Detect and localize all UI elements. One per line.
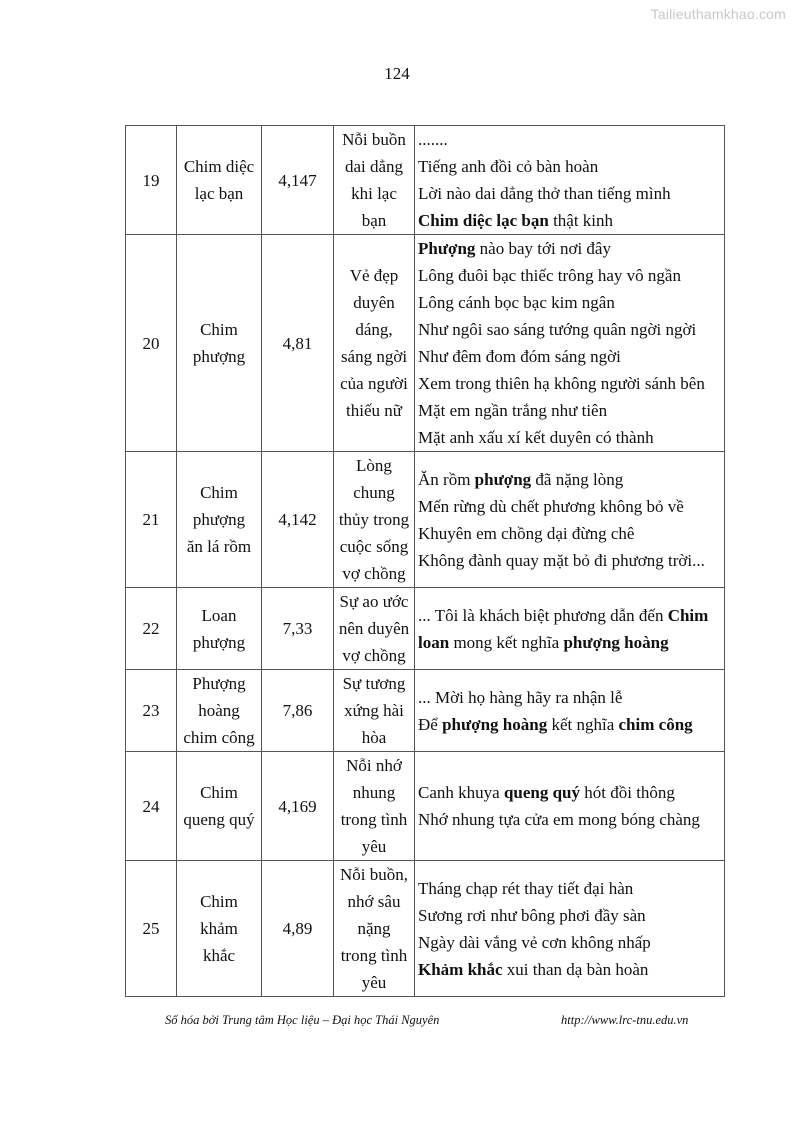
meaning-line: vợ chồng: [342, 564, 406, 583]
folk-verse: [415, 126, 725, 235]
meaning-line: thủy trong: [338, 510, 410, 529]
meaning-line: hòa: [361, 728, 387, 747]
symbolic-meaning: [334, 861, 415, 997]
verse-text: Lông cánh bọc bạc kim ngân: [418, 293, 615, 312]
verse-line: [418, 629, 724, 656]
verse-text: Tiếng anh đồi cỏ bàn hoàn: [418, 157, 599, 176]
watermark-text: Tailieuthamkhao.com: [650, 6, 786, 22]
bird-name-line: queng quý: [183, 810, 255, 829]
bird-term-bold: Chim: [667, 605, 709, 625]
symbolic-meaning: [334, 588, 415, 670]
footer-source: Số hóa bởi Trung tâm Học liệu – Đại học Thái Nguyên: [165, 1013, 440, 1027]
verse-text: ... Tôi là khách biệt phương dẫn đến: [418, 605, 668, 625]
verse-text: Tháng chạp rét thay tiết đại hàn: [418, 878, 634, 898]
meaning-line: yêu: [361, 837, 387, 856]
verse-text: thật kinh: [548, 211, 614, 230]
verse-line: [418, 602, 724, 629]
folk-verse: [415, 670, 725, 752]
meaning-line: Sự ao ước: [339, 592, 409, 611]
bird-term-bold: chim công: [618, 714, 693, 734]
meaning-line: Sự tương: [342, 674, 406, 693]
folk-verse: [415, 588, 725, 670]
bird-term-bold: Khảm khắc: [418, 959, 503, 979]
bird-name-line: khảm: [200, 919, 238, 938]
frequency-value-text: 4,169: [278, 796, 317, 816]
verse-text: Lời nào dai dẳng thở than tiếng mình: [418, 184, 671, 203]
meaning-line: trong tình: [340, 946, 408, 965]
meaning-line: dáng,: [355, 320, 393, 339]
row-number: [126, 752, 177, 861]
row-number: [126, 126, 177, 235]
verse-text: nào bay tới nơi đây: [475, 239, 611, 258]
bird-term-bold: Phượng: [418, 239, 476, 258]
verse-line: [418, 493, 724, 520]
verse-text: Lông đuôi bạc thiếc trông hay vô ngần: [418, 266, 681, 285]
verse-text: xui than dạ bàn hoàn: [502, 959, 649, 979]
bird-name-line: phượng: [192, 510, 246, 529]
table-row: [126, 670, 725, 752]
verse-line: [418, 902, 724, 929]
meaning-line: duyên: [353, 293, 395, 312]
row-number-text: 19: [142, 170, 160, 190]
meaning-line: nhung: [352, 783, 396, 802]
verse-line: [418, 235, 724, 262]
verse-line: [418, 929, 724, 956]
row-number: [126, 235, 177, 452]
verse-text: Ăn rồm: [418, 469, 475, 489]
row-number: [126, 861, 177, 997]
meaning-line: nhớ sâu: [347, 892, 401, 911]
verse-text: kết nghĩa: [547, 714, 619, 734]
verse-text: Mặt anh xấu xí kết duyên có thành: [418, 428, 654, 447]
folk-verse: [415, 235, 725, 452]
meaning-line: Vẻ đẹp: [349, 266, 399, 285]
bird-name-line: phượng: [192, 347, 246, 366]
bird-name: [177, 670, 262, 752]
frequency-value-text: 7,86: [282, 701, 313, 720]
bird-name-line: Chim: [200, 892, 238, 911]
frequency-value-text: 4,89: [282, 919, 313, 938]
folk-verse: [415, 452, 725, 588]
meaning-line: yêu: [361, 973, 387, 992]
bird-name-line: lạc bạn: [194, 184, 244, 203]
bird-term-bold: phượng hoàng: [563, 632, 669, 652]
row-number: [126, 452, 177, 588]
verse-line: [418, 262, 724, 289]
verse-text: Ngày dài vắng vẻ cơn không nhấp: [418, 932, 651, 952]
row-number-text: 24: [142, 796, 160, 816]
verse-line: [418, 875, 724, 902]
verse-text: Sương rơi như bông phơi đầy sàn: [418, 905, 646, 925]
verse-line: [418, 370, 724, 397]
table-row: [126, 126, 725, 235]
verse-line: [418, 806, 724, 833]
bird-name-line: chim công: [183, 728, 255, 747]
verse-text: hót đồi thông: [580, 783, 675, 802]
meaning-line: bạn: [361, 211, 387, 230]
frequency-value-text: 4,147: [278, 170, 317, 190]
row-number-text: 20: [142, 333, 160, 353]
verse-text: Khuyên em chồng dại đừng chê: [418, 523, 635, 543]
symbolic-meaning: [334, 670, 415, 752]
meaning-line: Lòng: [356, 456, 392, 475]
page-number: 124: [384, 64, 410, 83]
meaning-line: nên duyên: [338, 619, 410, 638]
frequency-value: [262, 588, 334, 670]
verse-line: [418, 779, 724, 806]
symbolic-meaning: [334, 235, 415, 452]
meaning-line: sáng ngời: [340, 347, 408, 366]
bird-name-line: Loan: [201, 605, 237, 625]
row-number-text: 21: [142, 510, 160, 529]
verse-line: [418, 343, 724, 370]
verse-text: Nhớ nhung tựa cửa em mong bóng chàng: [418, 810, 700, 829]
meaning-line: chung: [353, 483, 395, 502]
symbolic-meaning: [334, 126, 415, 235]
frequency-value: [262, 861, 334, 997]
bird-term-bold: queng quý: [503, 783, 581, 802]
verse-line: [418, 711, 724, 738]
bird-name-line: ăn lá rồm: [186, 537, 252, 556]
meaning-line: trong tình: [340, 810, 408, 829]
verse-line: [418, 289, 724, 316]
meaning-line: dai dẳng: [344, 157, 404, 176]
meaning-line: cuộc sống: [339, 537, 409, 556]
verse-text: Canh khuya: [418, 783, 504, 802]
bird-term-bold: phượng hoàng: [442, 714, 548, 734]
verse-line: [418, 466, 724, 493]
verse-text: .......: [418, 130, 448, 149]
verse-text: ... Mời họ hàng hãy ra nhận lễ: [418, 687, 623, 707]
folk-verse: [415, 861, 725, 997]
verse-text: Xem trong thiên hạ không người sánh bên: [418, 374, 705, 393]
verse-line: [418, 316, 724, 343]
table-row: [126, 861, 725, 997]
verse-line: [418, 207, 724, 234]
meaning-line: vợ chồng: [342, 646, 406, 665]
bird-name-line: Chim diệc: [183, 157, 255, 176]
bird-name: [177, 126, 262, 235]
meaning-line: Nỗi buồn: [342, 130, 406, 149]
bird-name: [177, 861, 262, 997]
verse-text: Mặt em ngần trắng như tiên: [418, 401, 608, 420]
symbolic-meaning: [334, 452, 415, 588]
folk-verse: [415, 752, 725, 861]
bird-name: [177, 752, 262, 861]
bird-name-line: phượng: [192, 632, 246, 652]
verse-line: [418, 684, 724, 711]
table-row: [126, 752, 725, 861]
bird-name-line: hoàng: [198, 701, 240, 720]
verse-line: [418, 547, 724, 574]
bird-name-line: Chim: [200, 483, 238, 502]
verse-line: [418, 180, 724, 207]
row-number: [126, 588, 177, 670]
bird-term-bold: Chim diệc lạc bạn: [418, 211, 549, 230]
frequency-value-text: 4,142: [278, 510, 317, 529]
frequency-value: [262, 452, 334, 588]
meaning-line: thiếu nữ: [346, 401, 402, 420]
bird-name-line: khắc: [202, 946, 236, 965]
frequency-value: [262, 235, 334, 452]
symbolic-meaning: [334, 752, 415, 861]
bird-name: [177, 588, 262, 670]
bird-name: [177, 235, 262, 452]
frequency-value: [262, 752, 334, 861]
verse-text: Mến rừng dù chết phương không bỏ về: [418, 496, 684, 516]
bird-term-bold: phượng: [474, 469, 532, 489]
row-number-text: 25: [142, 919, 160, 938]
bird-name-line: Chim: [200, 320, 238, 339]
verse-text: Để: [418, 714, 443, 734]
bird-name-line: Chim: [200, 783, 238, 802]
frequency-value-text: 7,33: [282, 619, 313, 638]
verse-text: Như ngôi sao sáng tướng quân ngời ngời: [418, 320, 697, 339]
meaning-line: của người: [340, 374, 408, 393]
bird-term-bold: loan: [418, 632, 450, 652]
row-number-text: 23: [142, 701, 160, 720]
verse-line: [418, 424, 724, 451]
verse-line: [418, 153, 724, 180]
meaning-line: nặng: [357, 919, 391, 938]
table-row: [126, 235, 725, 452]
row-number-text: 22: [142, 619, 160, 638]
verse-line: [418, 126, 724, 153]
verse-text: Không đành quay mặt bỏ đi phương trời...: [418, 550, 705, 570]
verse-text: mong kết nghĩa: [449, 632, 564, 652]
table-row: [126, 588, 725, 670]
frequency-value: [262, 126, 334, 235]
table-row: [126, 452, 725, 588]
meaning-line: Nỗi nhớ: [346, 756, 402, 775]
bird-name: [177, 452, 262, 588]
verse-line: [418, 397, 724, 424]
verse-line: [418, 520, 724, 547]
footer-url: http://www.lrc-tnu.edu.vn: [561, 1013, 689, 1027]
frequency-value: [262, 670, 334, 752]
row-number: [126, 670, 177, 752]
bird-symbol-table: [125, 125, 725, 997]
verse-line: [418, 956, 724, 983]
frequency-value-text: 4,81: [282, 333, 313, 353]
bird-name-line: Phượng: [192, 674, 246, 693]
verse-text: đã nặng lòng: [531, 469, 624, 489]
verse-text: Như đêm đom đóm sáng ngời: [418, 347, 621, 366]
meaning-line: xứng hài: [344, 701, 404, 720]
meaning-line: khi lạc: [351, 184, 397, 203]
meaning-line: Nỗi buồn,: [340, 865, 408, 884]
